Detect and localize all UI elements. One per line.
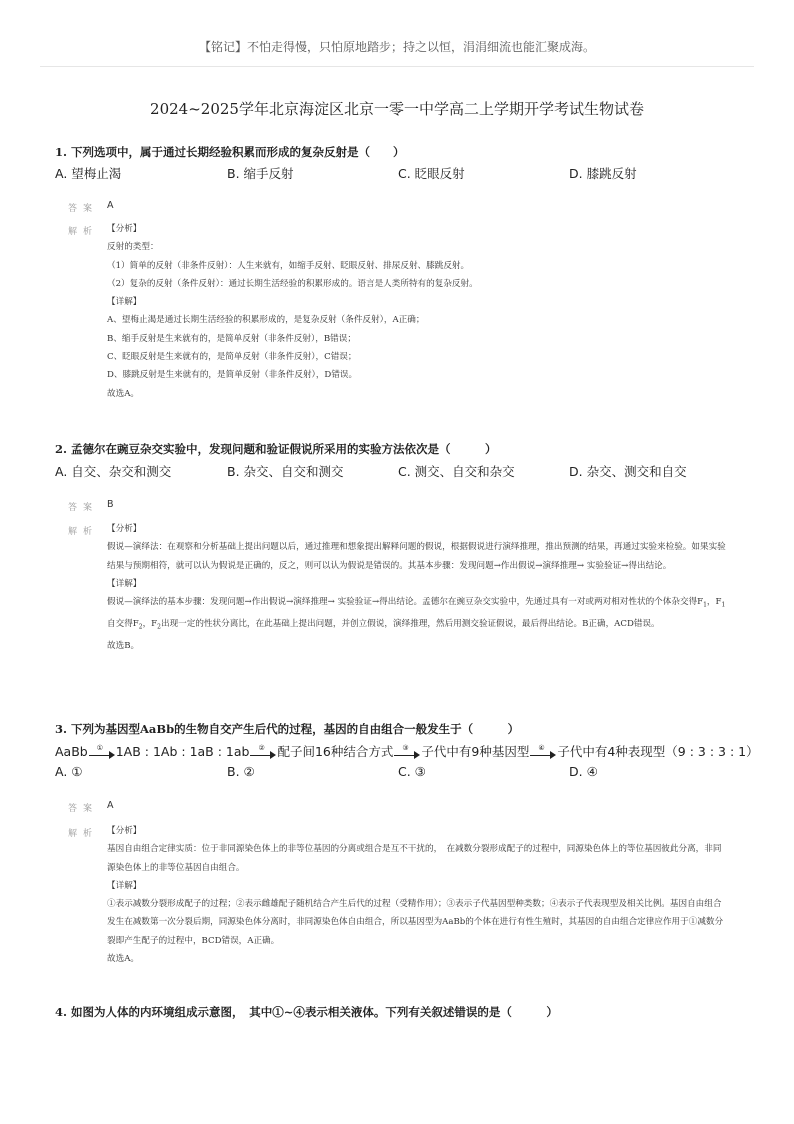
analysis-line: 【详解】: [107, 578, 142, 589]
question-1-stem: 1. 下列选项中，属于通过长期经验积累而形成的复杂反射是（ ）: [55, 145, 405, 159]
analysis-label: 解析: [68, 829, 99, 839]
flow-step: 1AB : 1Ab : 1aB : 1ab: [115, 744, 250, 759]
answer-label: 答案: [68, 204, 99, 214]
analysis-line: D、膝跳反射是生来就有的，是简单反射（非条件反射），D错误。: [107, 370, 358, 381]
question-3-analysis: [107, 822, 727, 968]
arrow-icon: ①: [89, 747, 115, 759]
option-a: A. ①: [55, 764, 83, 779]
option-c: C. ③: [398, 764, 426, 779]
option-d: D. 杂交、测交和自交: [569, 464, 687, 479]
answer-value: B: [107, 499, 114, 510]
analysis-line: 故选A。: [107, 388, 139, 399]
flow-step: 配子间16种结合方式: [277, 744, 394, 759]
analysis-line: 反射的类型：: [107, 242, 159, 253]
option-c: C. 眨眼反射: [398, 166, 465, 181]
option-b: B. 杂交、自交和测交: [227, 464, 344, 479]
option-d: D. 膝跳反射: [569, 166, 637, 181]
question-4-stem: 4. 如图为人体的内环境组成示意图， 其中①~④表示相关液体。下列有关叙述错误的是（ ）: [55, 1005, 558, 1019]
answer-value: A: [107, 200, 114, 211]
analysis-label: 解析: [68, 527, 99, 537]
process-flow: [55, 742, 759, 760]
analysis-line: C、眨眼反射是生来就有的，是简单反射（非条件反射），C错误；: [107, 352, 357, 363]
arrow-icon: ④: [530, 747, 556, 759]
header-divider: [40, 66, 754, 67]
analysis-label: 解析: [68, 227, 99, 237]
analysis-paragraph: 假说—演绎法的基本步骤：发现问题→作出假说→演绎推理→ 实验验证→得出结论。孟德尔在豌豆杂交实验中，先通过具有一对或两对相对性状的个体杂交得$F_1$，$F_1$自交得$F_2$，$F_2$出现一定的性状分离比，在此基础上提出问题，并创立假说，演绎推理，然后用测交验证假说，最后得出结论。B正确，ACD错误。: [107, 597, 726, 631]
arrow-icon: ②: [250, 747, 276, 759]
motto-banner: 【铭记】不怕走得慢，只怕原地踏步；持之以恒，涓涓细流也能汇聚成海。: [198, 40, 595, 54]
flow-step: 子代中有9种基因型: [421, 744, 530, 759]
analysis-line: 【详解】: [107, 880, 142, 891]
option-c: C. 测交、自交和杂交: [398, 464, 515, 479]
flow-step: 子代中有4种表现型（9 : 3 : 3 : 1）: [557, 744, 759, 759]
analysis-line: 故选A。: [107, 954, 139, 965]
analysis-line: （2）复杂的反射（条件反射）：通过长期生活经验的积累形成的。语言是人类所特有的复杂反射。: [107, 278, 478, 289]
analysis-line: 故选B。: [107, 641, 140, 652]
analysis-paragraph: ①表示减数分裂形成配子的过程；②表示雌雄配子随机结合产生后代的过程（受精作用）；③表示子代基因型种类数；④表示子代表现型及相关比例。基因自由组合发生在减数第一次分裂后期，同源染色体分离时，非同源染色体自由组合，所以基因型为AaBb的个体在进行有性生殖时，其基因的自由组合定律应作用于①减数分裂即产生配子的过程中，BCD错误，A正确。: [107, 899, 724, 946]
analysis-line: 【分析】: [107, 826, 142, 836]
option-a: A. 自交、杂交和测交: [55, 464, 172, 479]
answer-value: A: [107, 800, 114, 811]
page-title: 2024~2025学年北京海淀区北京一零一中学高二上学期开学考试生物试卷: [150, 100, 644, 118]
question-2-analysis: [107, 520, 727, 656]
option-b: B. ②: [227, 764, 255, 779]
question-2-stem: 2. 孟德尔在豌豆杂交实验中，发现问题和验证假说所采用的实验方法依次是（ ）: [55, 442, 497, 456]
option-a: A. 望梅止渴: [55, 166, 122, 181]
analysis-paragraph: 假说—演绎法：在观察和分析基础上提出问题以后，通过推理和想象提出解释问题的假说，根据假说进行演绎推理，推出预测的结果，再通过实验来检验。如果实验结果与预期相符，就可以认为假说是正确的，反之，则可以认为假说是错误的。其基本步骤：发现问题→作出假说→演绎推理→ 实验验证→得出结论。: [107, 542, 726, 571]
analysis-line: （1）简单的反射（非条件反射）：人生来就有，如缩手反射、眨眼反射、排尿反射、膝跳反射。: [107, 260, 470, 271]
analysis-paragraph: 基因自由组合定律实质：位于非同源染色体上的非等位基因的分离或组合是互不干扰的， 在减数分裂形成配子的过程中，同源染色体上的等位基因彼此分离，非同源染色体上的非等位基因自由组合。: [107, 844, 722, 873]
option-b: B. 缩手反射: [227, 166, 294, 181]
question-3-stem: 3. 下列为基因型AaBb的生物自交产生后代的过程，基因的自由组合一般发生于（ ）: [55, 722, 520, 736]
flow-step: AaBb: [55, 744, 88, 759]
analysis-line: 【详解】: [107, 297, 142, 308]
analysis-line: B、缩手反射是生来就有的，是简单反射（非条件反射），B错误；: [107, 333, 356, 344]
arrow-icon: ③: [394, 747, 420, 759]
analysis-line: A、望梅止渴是通过长期生活经验的积累形成的，是复杂反射（条件反射），A正确；: [107, 315, 425, 326]
analysis-line: 【分析】: [107, 224, 142, 234]
question-1-analysis: [107, 220, 727, 403]
answer-label: 答案: [68, 804, 99, 814]
answer-label: 答案: [68, 503, 99, 513]
option-d: D. ④: [569, 764, 598, 779]
analysis-line: 【分析】: [107, 524, 142, 534]
